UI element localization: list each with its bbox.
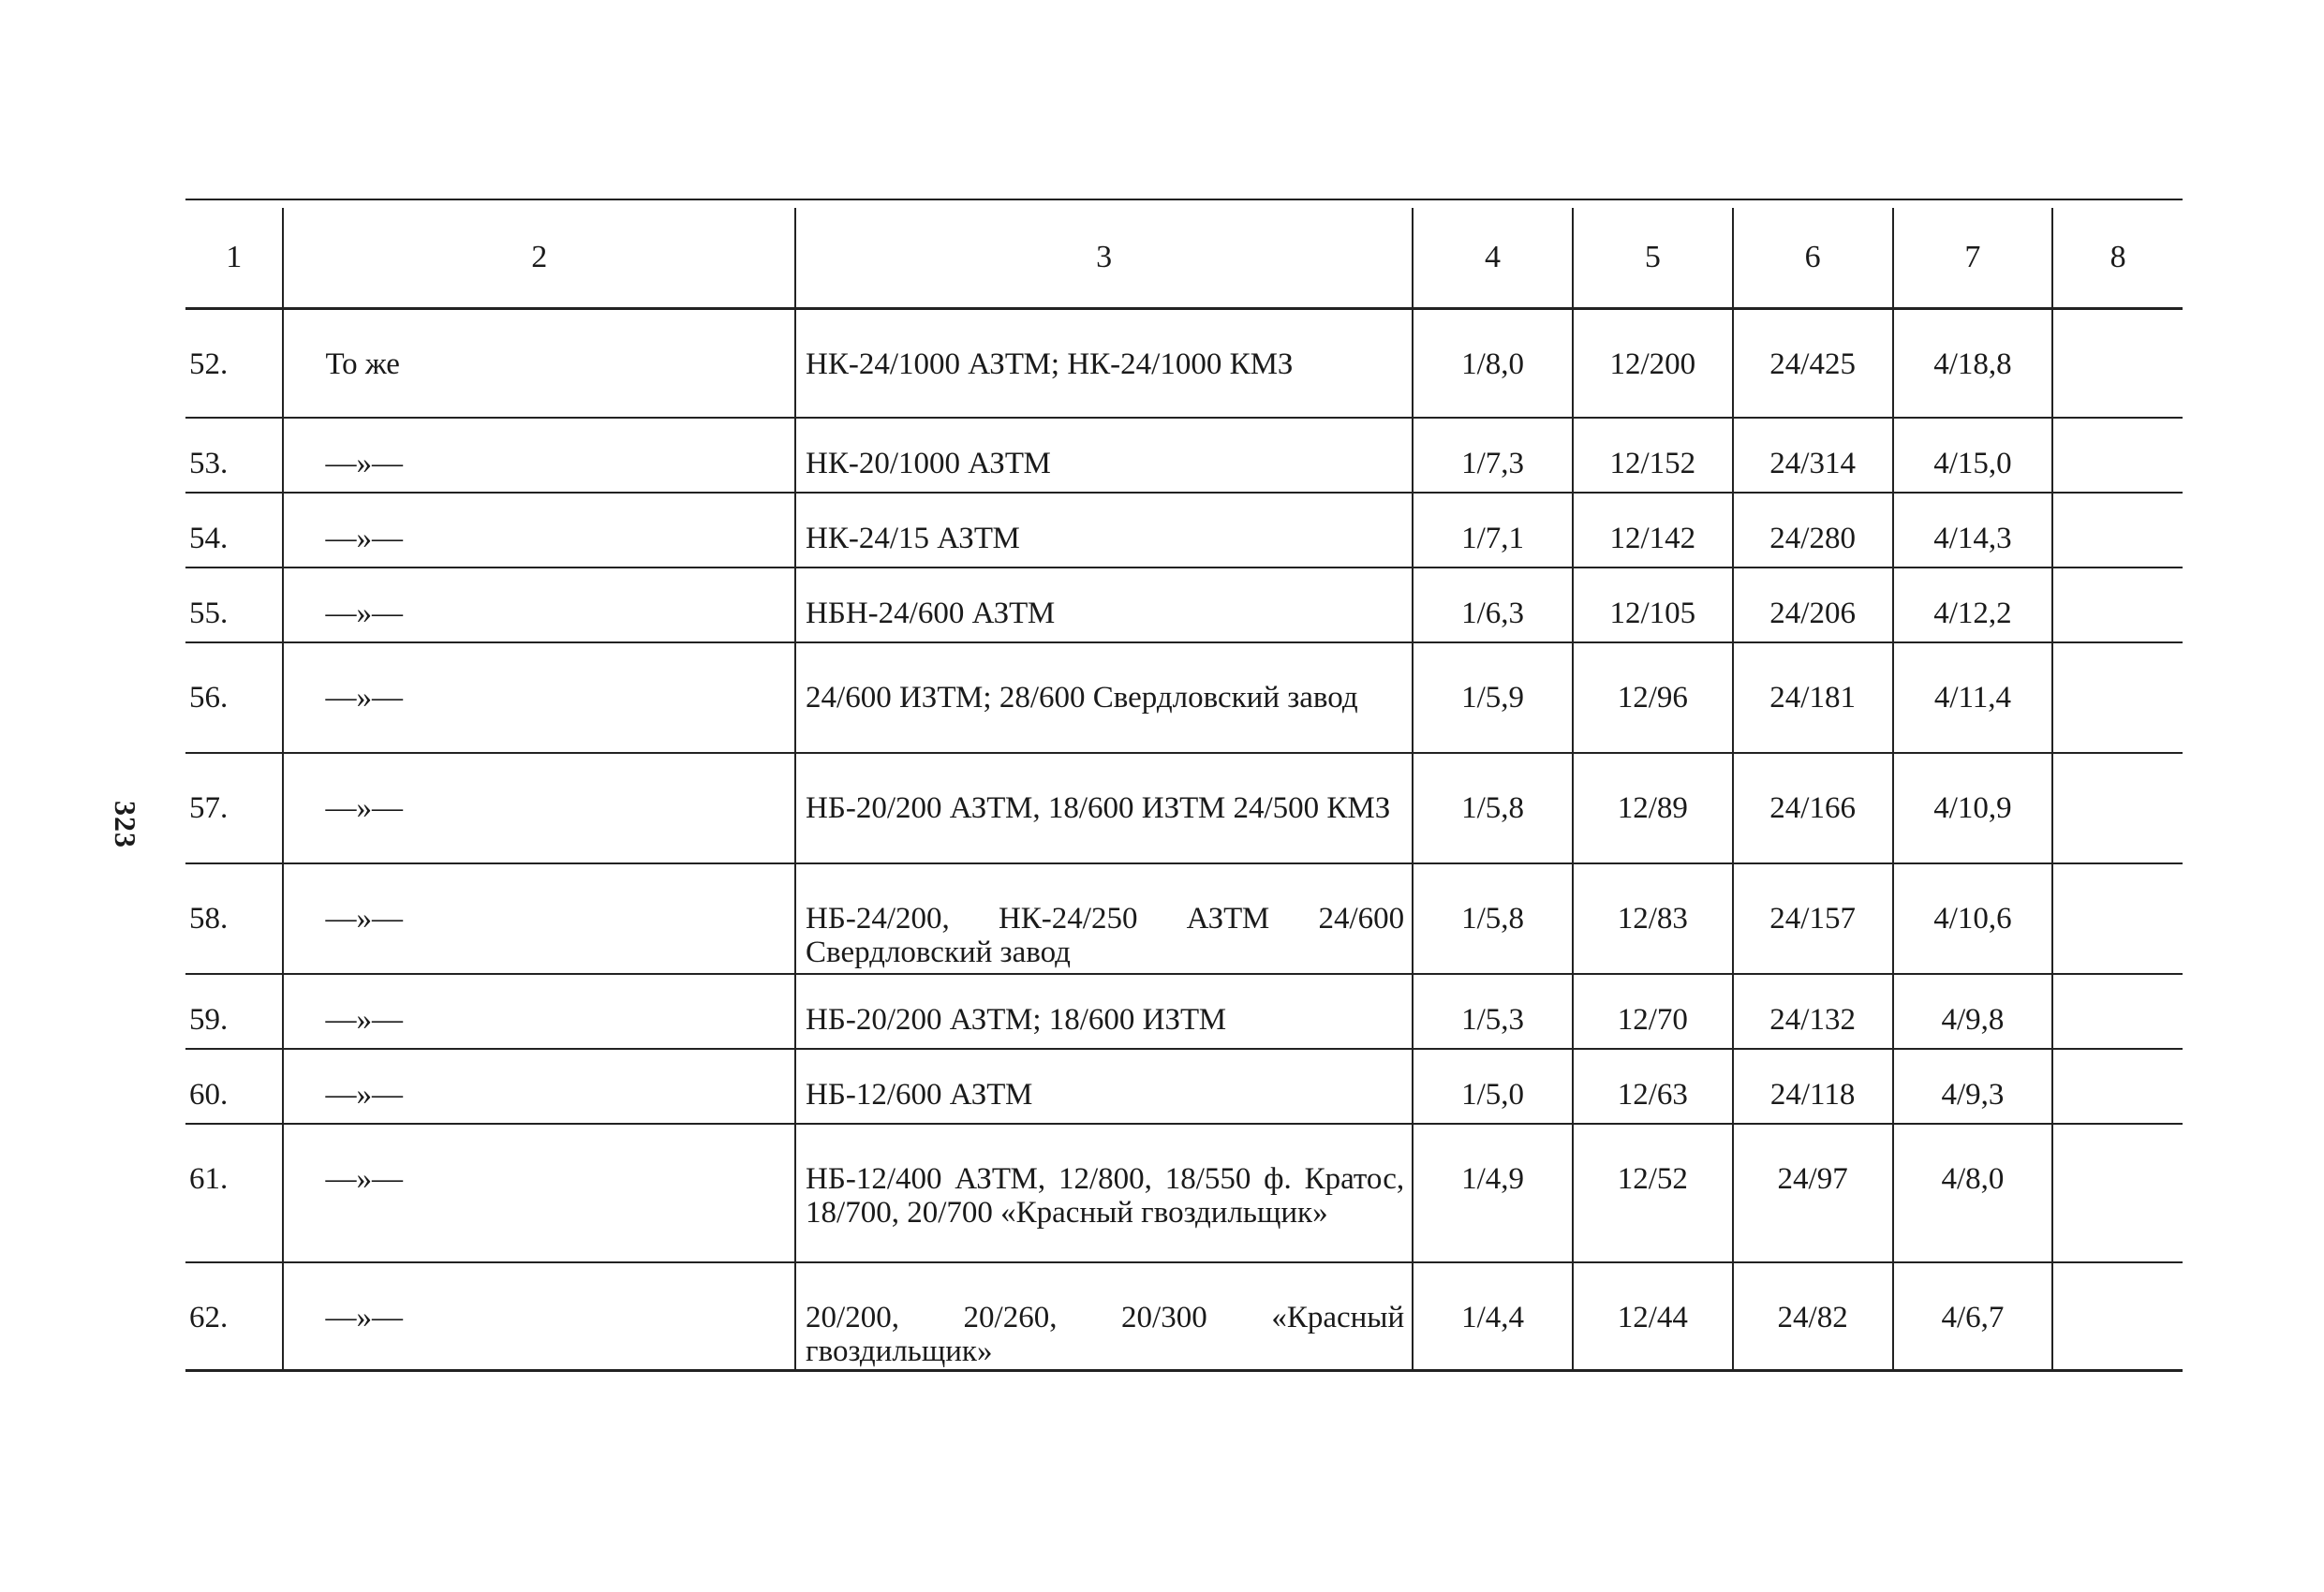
cell-col7: 4/9,8 [1893,974,2053,1049]
cell-col5: 12/89 [1573,753,1733,863]
cell-col6: 24/97 [1733,1124,1893,1262]
page-number: 323 [109,801,142,848]
cell-col4: 1/5,3 [1413,974,1573,1049]
cell-col5: 12/142 [1573,493,1733,568]
table-row [185,493,2183,568]
cell-col8 [2052,863,2183,974]
cell-col4: 1/5,8 [1413,753,1573,863]
cell-col5: 12/52 [1573,1124,1733,1262]
row-name: —»— [283,418,795,493]
row-description: НБ-20/200 АЗТМ, 18/600 ИЗТМ 24/500 КМЗ [795,753,1413,863]
cell-col5: 12/152 [1573,418,1733,493]
row-number: 61. [189,1161,229,1196]
table-row [185,642,2183,753]
cell-col8 [2052,974,2183,1049]
cell-col7: 4/6,7 [1893,1262,2053,1371]
column-header-3: 3 [795,208,1413,309]
table-row [185,1262,2183,1371]
cell-col7: 4/15,0 [1893,418,2053,493]
cell-col7: 4/14,3 [1893,493,2053,568]
column-header-6: 6 [1733,208,1893,309]
cell-col4: 1/7,1 [1413,493,1573,568]
cell-col8 [2052,753,2183,863]
cell-col8 [2052,309,2183,418]
table-row [185,974,2183,1049]
column-header-4: 4 [1413,208,1573,309]
row-number: 52. [189,347,229,381]
cell-col6: 24/425 [1733,309,1893,418]
cell-col8 [2052,568,2183,642]
cell-col7: 4/12,2 [1893,568,2053,642]
cell-col7: 4/18,8 [1893,309,2053,418]
row-name: То же [283,309,795,418]
cell-col4: 1/5,9 [1413,642,1573,753]
cell-col8 [2052,642,2183,753]
cell-col8 [2052,1049,2183,1124]
top-rule [185,199,2183,208]
cell-col6: 24/157 [1733,863,1893,974]
cell-col7: 4/10,6 [1893,863,2053,974]
cell-col4: 1/4,4 [1413,1262,1573,1371]
table-row [185,309,2183,418]
cell-col6: 24/118 [1733,1049,1893,1124]
cell-col5: 12/200 [1573,309,1733,418]
row-description: НК-24/15 АЗТМ [795,493,1413,568]
cell-col5: 12/83 [1573,863,1733,974]
header-row [185,208,2183,309]
column-header-2: 2 [283,208,795,309]
table-row [185,418,2183,493]
row-description: НК-20/1000 АЗТМ [795,418,1413,493]
row-number: 59. [189,1002,229,1037]
cell-col5: 12/96 [1573,642,1733,753]
cell-col6: 24/166 [1733,753,1893,863]
cell-col5: 12/63 [1573,1049,1733,1124]
cell-col7: 4/11,4 [1893,642,2053,753]
row-number: 55. [189,596,229,630]
row-name: —»— [283,642,795,753]
table-row [185,753,2183,863]
cell-col6: 24/132 [1733,974,1893,1049]
cell-col8 [2052,1262,2183,1371]
cell-col7: 4/8,0 [1893,1124,2053,1262]
cell-col6: 24/280 [1733,493,1893,568]
table-row [185,1049,2183,1124]
row-name: —»— [283,974,795,1049]
row-number: 58. [189,901,229,936]
cell-col7: 4/10,9 [1893,753,2053,863]
row-number: 56. [189,680,229,715]
data-table [185,208,2183,1372]
row-name: —»— [283,568,795,642]
row-number: 62. [189,1300,229,1334]
cell-col4: 1/5,0 [1413,1049,1573,1124]
row-number: 54. [189,521,229,555]
cell-col7: 4/9,3 [1893,1049,2053,1124]
column-header-1: 1 [226,240,243,274]
cell-col4: 1/4,9 [1413,1124,1573,1262]
row-name: —»— [283,863,795,974]
column-header-7: 7 [1893,208,2053,309]
cell-col4: 1/7,3 [1413,418,1573,493]
row-description: НБ-24/200, НК-24/250 АЗТМ 24/600 Свердловский завод [795,863,1413,974]
cell-col6: 24/314 [1733,418,1893,493]
row-description: НБ-12/400 АЗТМ, 12/800, 18/550 ф. Кратос, 18/700, 20/700 «Красный гвоздильщик» [795,1124,1413,1262]
cell-col4: 1/6,3 [1413,568,1573,642]
row-number: 53. [189,446,229,480]
cell-col6: 24/82 [1733,1262,1893,1371]
column-header-5: 5 [1573,208,1733,309]
row-description: НБН-24/600 АЗТМ [795,568,1413,642]
row-description: НБ-20/200 АЗТМ; 18/600 ИЗТМ [795,974,1413,1049]
cell-col5: 12/70 [1573,974,1733,1049]
row-name: —»— [283,753,795,863]
cell-col8 [2052,493,2183,568]
row-description: 24/600 ИЗТМ; 28/600 Свердловский завод [795,642,1413,753]
cell-col4: 1/8,0 [1413,309,1573,418]
cell-col6: 24/181 [1733,642,1893,753]
cell-col5: 12/105 [1573,568,1733,642]
cell-col6: 24/206 [1733,568,1893,642]
table-container [185,199,2183,1372]
row-name: —»— [283,1124,795,1262]
row-number: 60. [189,1077,229,1112]
row-description: НБ-12/600 АЗТМ [795,1049,1413,1124]
table-row [185,1124,2183,1262]
cell-col8 [2052,418,2183,493]
cell-col4: 1/5,8 [1413,863,1573,974]
row-number: 57. [189,790,229,825]
table-row [185,568,2183,642]
row-description: НК-24/1000 АЗТМ; НК-24/1000 КМЗ [795,309,1413,418]
cell-col5: 12/44 [1573,1262,1733,1371]
row-description: 20/200, 20/260, 20/300 «Красный гвоздильщик» [795,1262,1413,1371]
table-row [185,863,2183,974]
cell-col8 [2052,1124,2183,1262]
column-header-8: 8 [2052,208,2183,309]
row-name: —»— [283,1049,795,1124]
row-name: —»— [283,493,795,568]
row-name: —»— [283,1262,795,1371]
